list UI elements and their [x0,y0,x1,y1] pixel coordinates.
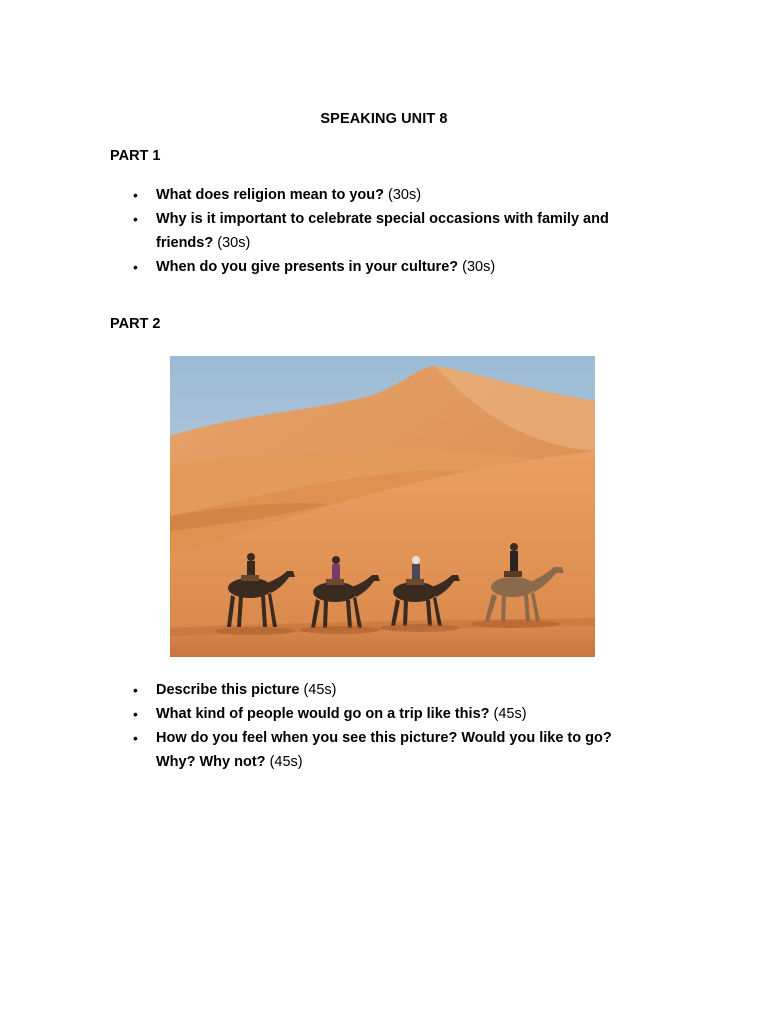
bullet-icon: • [133,259,138,275]
list-item [130,255,650,279]
question-text: What does religion mean to you? [156,187,384,203]
question-timing: (30s) [217,235,251,251]
bullet-icon: • [133,187,138,203]
part2-question-list [130,678,650,774]
question-text: Why is it important to celebrate special occasions with family and friends? [156,211,609,251]
bullet-icon: • [133,730,138,746]
question-timing: (30s) [388,187,422,203]
question-timing: (45s) [303,682,337,698]
question-text: What kind of people would go on a trip like this? [156,706,490,722]
question-timing: (45s) [493,706,527,722]
question-text: When do you give presents in your culture? [156,259,459,275]
list-item [130,207,650,255]
list-item [130,726,650,774]
question-timing: (30s) [462,259,496,275]
desert-camel-photo [170,356,595,657]
bullet-icon: • [133,706,138,722]
list-item [130,702,650,726]
bullet-icon: • [133,682,138,698]
question-text: Describe this picture [156,682,300,698]
question-timing: (45s) [269,754,303,770]
part1-question-list [130,183,650,279]
page-title: SPEAKING UNIT 8 [320,111,448,127]
part2-heading: PART 2 [110,316,161,332]
bullet-icon: • [133,211,138,227]
question-text: How do you feel when you see this picture? Would you like to go? Why? Why not? [156,730,612,770]
list-item [130,183,650,207]
part1-heading: PART 1 [110,148,161,164]
list-item [130,678,650,702]
